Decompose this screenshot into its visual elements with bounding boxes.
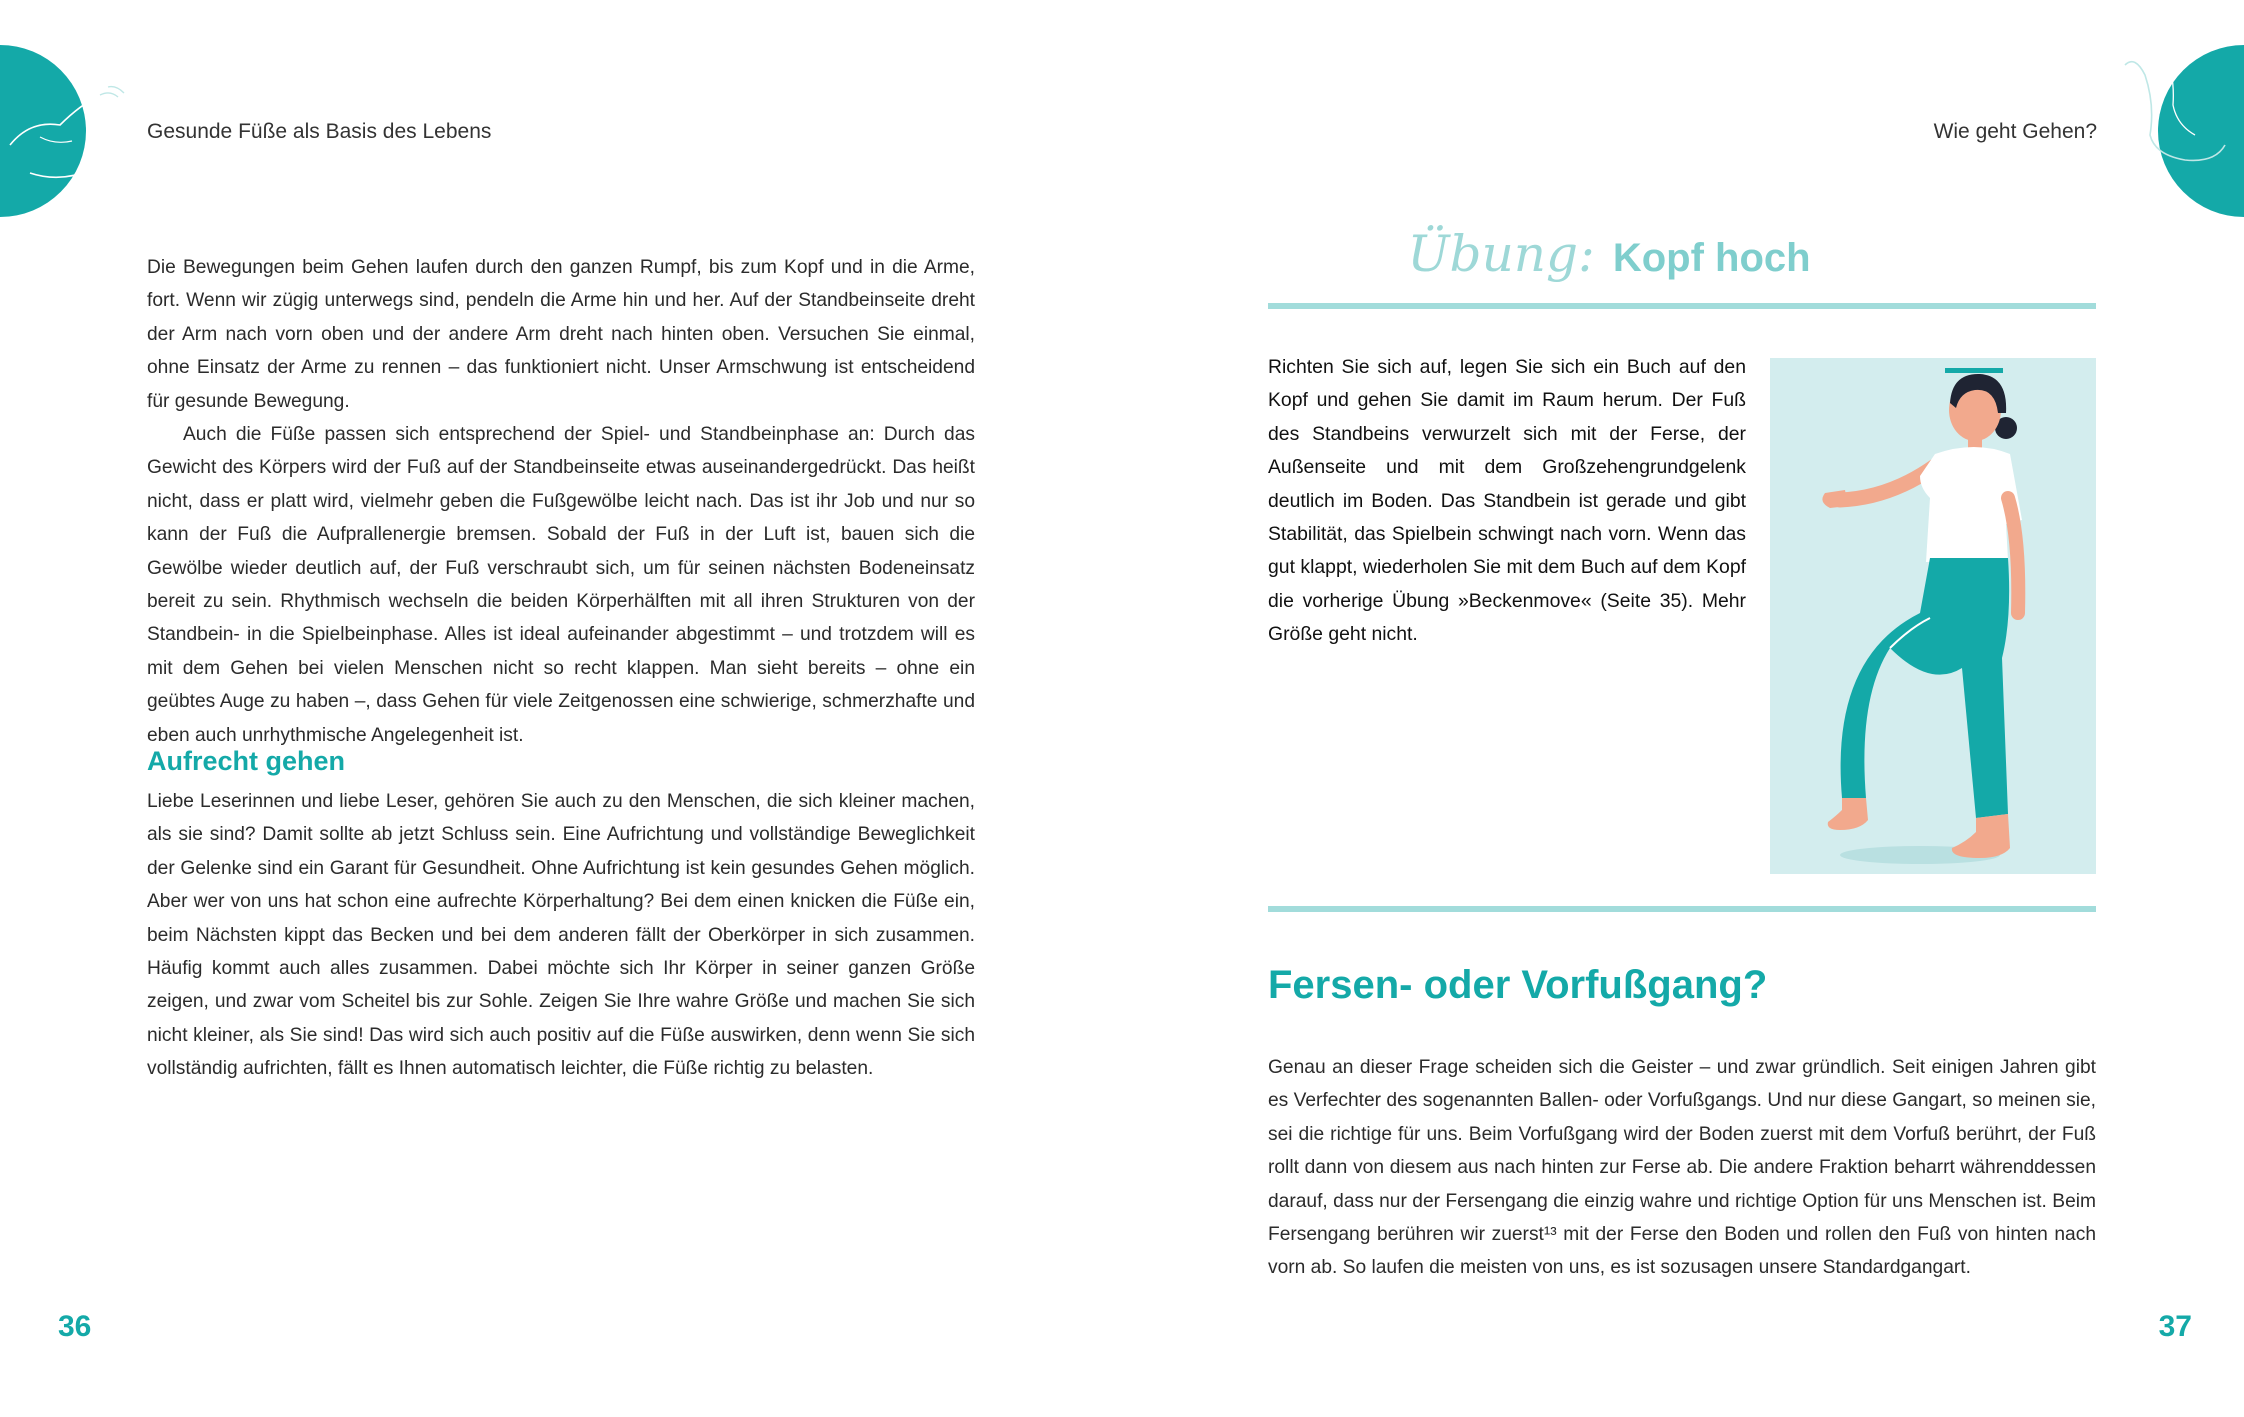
foot-sketch-left-icon (0, 75, 150, 185)
woman-walking-icon (1770, 358, 2096, 874)
paragraph: Auch die Füße passen sich entsprechend der Spiel- und Standbeinphase an: Durch das Gewicht des Körpers wird der Fuß auf der Standbeinseite etwas auseinandergedrückt. Das heißt nicht, dass er platt wird, vielmehr geben die Fußgewölbe leicht nach. Das ist ihr Job und nur so kann der Fuß die Aufprallenergie bremsen. Sobald der Fuß in der Luft ist, bauen sich die Gewölbe wieder deutlich auf, der Fuß verschraubt sich, um für seinen nächsten Bodeneinsatz bereit zu sein. Rhythmisch wechseln die beiden Körperhälften mit all ihren Strukturen von der Standbein- in die Spielbeinphase. Alles ist ideal aufeinander abgestimmt – und trotzdem will es mit dem Gehen bei vielen Menschen nicht so recht klappen. Man sieht bereits – ohne ein geübtes Auge zu haben –, dass Gehen für viele Zeitgenossen eine schwierige, schmerzhafte und eben auch unrhythmische Angelegenheit ist. (147, 424, 975, 746)
section-title: Fersen- oder Vorfußgang? (1268, 963, 1768, 1007)
exercise-name: Kopf hoch (1612, 236, 1811, 280)
page-number-right: 37 (2158, 1310, 2192, 1343)
divider-rule (1268, 906, 2096, 912)
foot-sketch-right-icon (2115, 45, 2244, 175)
exercise-text (1268, 351, 1746, 652)
running-header-left: Gesunde Füße als Basis des Lebens (147, 120, 492, 143)
paragraph: Die Bewegungen beim Gehen laufen durch den ganzen Rumpf, bis zum Kopf und in die Arme, fort. Wenn wir zügig unterwegs sind, pendeln die Arme hin und her. Auf der Standbeinseite dreht der Arm nach vorn oben und der andere Arm dreht nach hinten oben. Versuchen Sie einmal, ohne Einsatz der Arme zu rennen – das funktioniert nicht. Unser Armschwung ist entscheidend für gesunde Bewegung. (147, 257, 975, 412)
paragraph: Liebe Leserinnen und liebe Leser, gehören Sie auch zu den Menschen, die sich kleiner machen, als sie sind? Damit sollte ab jetzt Schluss sein. Eine Aufrichtung und vollständige Beweglichkeit der Gelenke sind ein Garant für Gesundheit. Ohne Aufrichtung ist kein gesundes Gehen möglich. Aber wer von uns hat schon eine aufrechte Körperhaltung? Bei dem einen knicken die Füße ein, beim Nächsten kippt das Becken und bei dem anderen fällt der Oberkörper in sich zusammen. Häufig kommt auch alles zusammen. Dabei möchte sich Ihr Körper in seiner ganzen Größe zeigen, und zwar vom Scheitel bis zur Sohle. Zeigen Sie Ihre wahre Größe und machen Sie sich nicht kleiner, als Sie sind! Das wird sich auch positiv auf die Füße auswirken, denn wenn Sie sich vollständig aufrichten, fällt es Ihnen automatisch leichter, die Füße richtig zu belasten. (147, 791, 975, 1080)
exercise-title (1268, 225, 1950, 283)
left-subsection-text (147, 785, 975, 1086)
woman-walking-with-book-illustration (1770, 358, 2096, 874)
paragraph: Genau an dieser Frage scheiden sich die Geister – und zwar gründlich. Seit einigen Jahren gibt es Verfechter des sogenannten Ballen- oder Vorfußgangs. Und nur diese Gangart, so meinen sie, sei die richtige für uns. Beim Vorfußgang wird der Boden zuerst mit dem Vorfuß berührt, der Fuß rollt dann von diesem aus nach hinten zur Ferse ab. Die andere Fraktion beharrt währenddessen darauf, dass nur der Fersengang die einzig wahre und richtige Option für uns Menschen ist. Beim Fersengang berühren wir zuerst¹³ mit der Ferse den Boden und rollen den Fuß von hinten nach vorn ab. So laufen die meisten von uns, es ist sozusagen unsere Standardgangart. (1268, 1057, 2096, 1279)
paragraph: Richten Sie sich auf, legen Sie sich ein Buch auf den Kopf und gehen Sie damit im Raum herum. Der Fuß des Standbeins verwurzelt sich mit der Ferse, der Außenseite und mit dem Großzehengrundgelenk deutlich im Boden. Das Standbein ist gerade und gibt Stabilität, das Spielbein schwingt nach vorn. Wenn das gut klappt, wiederholen Sie mit dem Buch auf dem Kopf die vorherige Übung »Beckenmove« (Seite 35). Mehr Größe geht nicht. (1268, 356, 1746, 646)
running-header-right: Wie geht Gehen? (1933, 120, 2097, 143)
divider-rule (1268, 303, 2096, 309)
left-body-text (147, 251, 975, 752)
page-number-left: 36 (58, 1310, 92, 1343)
exercise-label: Übung: (1407, 225, 1595, 283)
subheading-aufrecht-gehen: Aufrecht gehen (147, 746, 346, 776)
right-body-text (1268, 1051, 2096, 1285)
